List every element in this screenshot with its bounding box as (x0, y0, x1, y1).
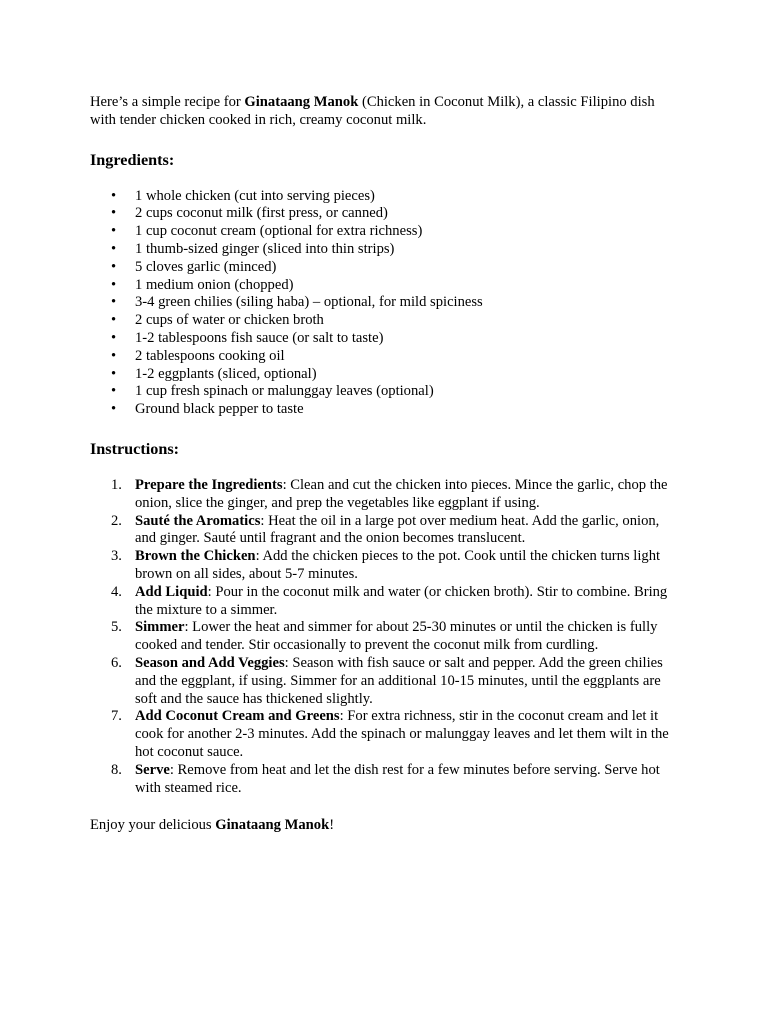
bullet-icon: • (111, 383, 117, 400)
bullet-icon: • (111, 223, 117, 240)
instruction-step (111, 548, 682, 584)
bullet-icon: • (111, 401, 117, 418)
ingredient-text: 5 cloves garlic (minced) (135, 258, 277, 275)
step-text: : Lower the heat and simmer for about 25-30 minutes or until the chicken is fully cooked and tender. Stir occasionally to prevent the coconut milk from curdling. (135, 619, 658, 654)
bullet-icon: • (111, 258, 117, 275)
intro-dish-name: Ginataang Manok (244, 94, 359, 110)
closing-paragraph (90, 817, 682, 835)
bullet-icon: • (111, 276, 117, 293)
step-number: 3. (111, 548, 122, 565)
ingredient-text: 1 thumb-sized ginger (sliced into thin strips) (135, 240, 395, 257)
closing-suffix: ! (329, 817, 335, 834)
step-title: Sauté the Aromatics (135, 512, 261, 529)
step-number: 4. (111, 583, 122, 600)
bullet-icon: • (111, 312, 117, 329)
list-item (111, 365, 682, 384)
bullet-icon: • (111, 365, 117, 382)
step-text: : Pour in the coconut milk and water (or chicken broth). Stir to combine. Bring the mixture to a simmer. (135, 583, 668, 618)
list-item (111, 187, 682, 206)
step-number: 1. (111, 476, 122, 493)
instruction-step (111, 476, 682, 513)
ingredient-text: 2 cups of water or chicken broth (135, 312, 324, 329)
list-item (111, 276, 682, 295)
ingredient-text: 2 cups coconut milk (first press, or canned) (135, 205, 388, 222)
closing-dish-name: Ginataang Manok (215, 817, 330, 834)
step-number: 2. (111, 512, 122, 529)
instructions-heading: Instructions: (90, 439, 180, 458)
step-number: 7. (111, 708, 122, 725)
ingredients-list (90, 188, 682, 419)
step-text: : Clean and cut the chicken into pieces. Mince the garlic, chop the onion, slice the ginger, and prep the vegetables like eggplant if using. (135, 476, 668, 511)
bullet-icon: • (111, 187, 117, 204)
step-title: Add Coconut Cream and Greens (135, 708, 340, 725)
step-title: Brown the Chicken (135, 548, 256, 565)
ingredient-text: 1-2 tablespoons fish sauce (or salt to taste) (135, 329, 384, 346)
closing-prefix: Enjoy your delicious (90, 817, 216, 834)
step-text: : Remove from heat and let the dish rest for a few minutes before serving. Serve hot with steamed rice. (135, 761, 660, 796)
step-title: Serve (135, 761, 170, 778)
list-item (111, 312, 682, 330)
list-item (111, 401, 682, 419)
list-item (111, 223, 682, 241)
ingredient-text: 1 cup coconut cream (optional for extra richness) (135, 223, 423, 240)
ingredient-text: 1 medium onion (chopped) (135, 276, 294, 293)
step-title: Add Liquid (135, 583, 208, 600)
step-number: 5. (111, 619, 122, 636)
step-number: 6. (111, 654, 122, 671)
bullet-icon: • (111, 329, 117, 346)
step-title: Prepare the Ingredients (135, 476, 283, 493)
list-item (111, 240, 682, 259)
intro-prefix: Here’s a simple recipe for (90, 94, 245, 110)
list-item (111, 347, 682, 366)
step-text: : Heat the oil in a large pot over medium heat. Add the garlic, onion, and ginger. Sauté until fragrant and the onion becomes translucent. (135, 512, 660, 547)
bullet-icon: • (111, 294, 117, 311)
ingredient-text: 1-2 eggplants (sliced, optional) (135, 365, 317, 382)
intro-paragraph (90, 94, 682, 130)
list-item (111, 294, 682, 312)
list-item (111, 205, 682, 223)
ingredient-text: 1 whole chicken (cut into serving pieces) (135, 187, 375, 204)
instruction-step (111, 512, 682, 549)
step-text: : Season with fish sauce or salt and pepper. Add the green chilies and the eggplant, if using. Simmer for an additional 10-15 minutes, until the eggplants are soft and the sauce has thickened slightly. (135, 654, 663, 707)
bullet-icon: • (111, 347, 117, 364)
step-title: Simmer (135, 619, 185, 636)
ingredient-text: Ground black pepper to taste (135, 401, 304, 418)
list-item (111, 258, 682, 277)
instruction-step (111, 708, 682, 761)
instruction-step (111, 654, 682, 708)
step-title: Season and Add Veggies (135, 654, 285, 671)
bullet-icon: • (111, 240, 117, 257)
instruction-step (111, 761, 682, 798)
instruction-step (111, 619, 682, 655)
instruction-step (111, 583, 682, 620)
step-text: : Add the chicken pieces to the pot. Cook until the chicken turns light brown on all sides, about 5-7 minutes. (135, 548, 661, 582)
list-item (111, 383, 682, 401)
ingredient-text: 3-4 green chilies (siling haba) – optional, for mild spiciness (135, 294, 483, 311)
step-text: : For extra richness, stir in the coconut cream and let it cook for another 2-3 minutes. Add the spinach or malunggay leaves and let them wilt in the hot coconut sauce. (135, 708, 669, 760)
intro-suffix: (Chicken in Coconut Milk), a classic Filipino dish with tender chicken cooked in rich, creamy coconut milk. (90, 94, 655, 128)
bullet-icon: • (111, 205, 117, 222)
ingredients-heading: Ingredients: (90, 150, 175, 169)
list-item (111, 329, 682, 348)
step-number: 8. (111, 761, 122, 778)
ingredient-text: 2 tablespoons cooking oil (135, 347, 285, 364)
instructions-list (90, 477, 682, 797)
ingredient-text: 1 cup fresh spinach or malunggay leaves (optional) (135, 383, 434, 400)
